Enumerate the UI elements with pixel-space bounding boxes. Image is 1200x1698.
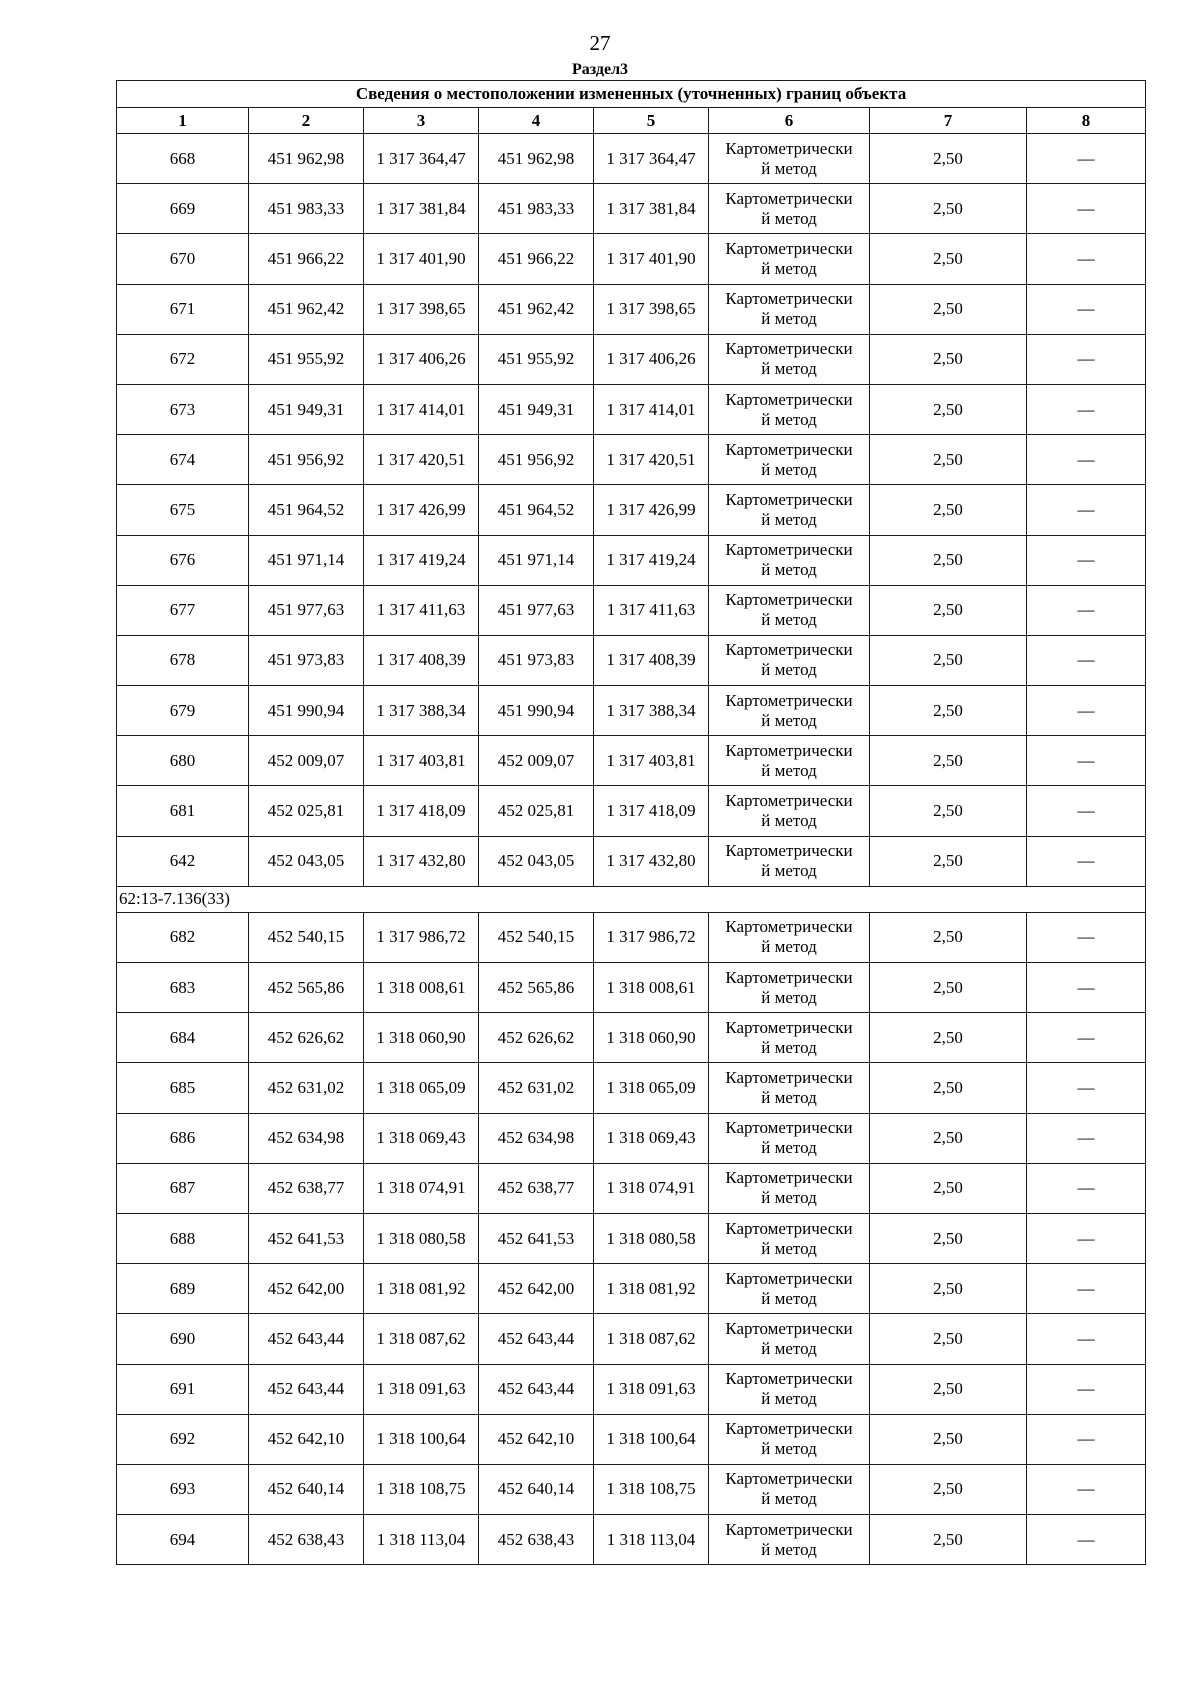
point-number-cell: 693 xyxy=(117,1464,249,1514)
accuracy-cell: 2,50 xyxy=(870,635,1027,685)
accuracy-cell: 2,50 xyxy=(870,184,1027,234)
table-row xyxy=(117,284,1146,334)
cadastral-group-label: 62:13-7.136(33) xyxy=(117,886,1146,912)
point-number-cell: 690 xyxy=(117,1314,249,1364)
y-refined-cell: 1 318 065,09 xyxy=(594,1063,709,1113)
y-existing-cell: 1 317 414,01 xyxy=(364,384,479,434)
table-row xyxy=(117,912,1146,962)
y-refined-cell: 1 318 081,92 xyxy=(594,1264,709,1314)
x-refined-cell: 451 983,33 xyxy=(479,184,594,234)
y-refined-cell: 1 318 091,63 xyxy=(594,1364,709,1414)
x-existing-cell: 452 634,98 xyxy=(249,1113,364,1163)
table-row xyxy=(117,1264,1146,1314)
accuracy-cell: 2,50 xyxy=(870,1113,1027,1163)
note-cell: — xyxy=(1027,1113,1146,1163)
column-number: 4 xyxy=(479,108,594,134)
x-refined-cell: 451 955,92 xyxy=(479,334,594,384)
group-separator xyxy=(117,886,1146,912)
accuracy-cell: 2,50 xyxy=(870,284,1027,334)
column-number-row xyxy=(117,108,1146,134)
method-cell: Картометрически й метод xyxy=(709,184,870,234)
x-refined-cell: 452 565,86 xyxy=(479,963,594,1013)
note-cell: — xyxy=(1027,635,1146,685)
x-refined-cell: 451 966,22 xyxy=(479,234,594,284)
point-number-cell: 672 xyxy=(117,334,249,384)
point-number-cell: 683 xyxy=(117,963,249,1013)
accuracy-cell: 2,50 xyxy=(870,134,1027,184)
table-row xyxy=(117,1464,1146,1514)
y-existing-cell: 1 317 401,90 xyxy=(364,234,479,284)
x-existing-cell: 452 638,43 xyxy=(249,1515,364,1565)
table-row xyxy=(117,786,1146,836)
x-refined-cell: 451 962,98 xyxy=(479,134,594,184)
note-cell: — xyxy=(1027,786,1146,836)
point-number-cell: 642 xyxy=(117,836,249,886)
y-refined-cell: 1 318 113,04 xyxy=(594,1515,709,1565)
y-existing-cell: 1 317 418,09 xyxy=(364,786,479,836)
y-existing-cell: 1 317 403,81 xyxy=(364,736,479,786)
accuracy-cell: 2,50 xyxy=(870,485,1027,535)
x-refined-cell: 452 642,00 xyxy=(479,1264,594,1314)
method-cell: Картометрически й метод xyxy=(709,384,870,434)
accuracy-cell: 2,50 xyxy=(870,1414,1027,1464)
y-existing-cell: 1 318 060,90 xyxy=(364,1013,479,1063)
y-refined-cell: 1 318 060,90 xyxy=(594,1013,709,1063)
method-cell: Картометрически й метод xyxy=(709,1113,870,1163)
point-number-cell: 685 xyxy=(117,1063,249,1113)
note-cell: — xyxy=(1027,485,1146,535)
y-refined-cell: 1 318 080,58 xyxy=(594,1213,709,1263)
accuracy-cell: 2,50 xyxy=(870,1264,1027,1314)
table-row xyxy=(117,1063,1146,1113)
method-cell: Картометрически й метод xyxy=(709,1314,870,1364)
point-number-cell: 679 xyxy=(117,686,249,736)
y-refined-cell: 1 317 364,47 xyxy=(594,134,709,184)
column-number: 7 xyxy=(870,108,1027,134)
y-refined-cell: 1 317 418,09 xyxy=(594,786,709,836)
y-existing-cell: 1 318 100,64 xyxy=(364,1414,479,1464)
note-cell: — xyxy=(1027,435,1146,485)
accuracy-cell: 2,50 xyxy=(870,435,1027,485)
method-cell: Картометрически й метод xyxy=(709,635,870,685)
x-refined-cell: 452 640,14 xyxy=(479,1464,594,1514)
accuracy-cell: 2,50 xyxy=(870,912,1027,962)
y-refined-cell: 1 318 008,61 xyxy=(594,963,709,1013)
x-existing-cell: 452 642,00 xyxy=(249,1264,364,1314)
note-cell: — xyxy=(1027,1013,1146,1063)
point-number-cell: 684 xyxy=(117,1013,249,1063)
accuracy-cell: 2,50 xyxy=(870,1063,1027,1113)
table-caption-row xyxy=(117,81,1146,108)
y-existing-cell: 1 317 408,39 xyxy=(364,635,479,685)
method-cell: Картометрически й метод xyxy=(709,1515,870,1565)
y-existing-cell: 1 317 388,34 xyxy=(364,686,479,736)
column-number: 6 xyxy=(709,108,870,134)
x-refined-cell: 452 631,02 xyxy=(479,1063,594,1113)
accuracy-cell: 2,50 xyxy=(870,1515,1027,1565)
y-refined-cell: 1 318 069,43 xyxy=(594,1113,709,1163)
point-number-cell: 675 xyxy=(117,485,249,535)
note-cell: — xyxy=(1027,1264,1146,1314)
point-number-cell: 692 xyxy=(117,1414,249,1464)
table-caption: Сведения о местоположении измененных (уточненных) границ объекта xyxy=(117,81,1146,108)
y-existing-cell: 1 318 074,91 xyxy=(364,1163,479,1213)
note-cell: — xyxy=(1027,284,1146,334)
accuracy-cell: 2,50 xyxy=(870,1213,1027,1263)
x-existing-cell: 452 643,44 xyxy=(249,1364,364,1414)
table-row xyxy=(117,963,1146,1013)
table-row xyxy=(117,1213,1146,1263)
point-number-cell: 680 xyxy=(117,736,249,786)
note-cell: — xyxy=(1027,1364,1146,1414)
accuracy-cell: 2,50 xyxy=(870,535,1027,585)
table-row xyxy=(117,1414,1146,1464)
note-cell: — xyxy=(1027,334,1146,384)
note-cell: — xyxy=(1027,836,1146,886)
x-refined-cell: 451 971,14 xyxy=(479,535,594,585)
x-existing-cell: 451 971,14 xyxy=(249,535,364,585)
x-existing-cell: 452 009,07 xyxy=(249,736,364,786)
y-existing-cell: 1 318 080,58 xyxy=(364,1213,479,1263)
point-number-cell: 674 xyxy=(117,435,249,485)
page-number: 27 xyxy=(589,31,611,55)
y-existing-cell: 1 317 432,80 xyxy=(364,836,479,886)
accuracy-cell: 2,50 xyxy=(870,1364,1027,1414)
method-cell: Картометрически й метод xyxy=(709,234,870,284)
note-cell: — xyxy=(1027,963,1146,1013)
accuracy-cell: 2,50 xyxy=(870,686,1027,736)
note-cell: — xyxy=(1027,686,1146,736)
table-row xyxy=(117,1113,1146,1163)
x-existing-cell: 452 638,77 xyxy=(249,1163,364,1213)
x-existing-cell: 452 540,15 xyxy=(249,912,364,962)
y-existing-cell: 1 318 065,09 xyxy=(364,1063,479,1113)
x-refined-cell: 452 025,81 xyxy=(479,786,594,836)
y-existing-cell: 1 317 381,84 xyxy=(364,184,479,234)
method-cell: Картометрически й метод xyxy=(709,1063,870,1113)
note-cell: — xyxy=(1027,1163,1146,1213)
column-number: 8 xyxy=(1027,108,1146,134)
method-cell: Картометрически й метод xyxy=(709,912,870,962)
boundary-coordinates-table xyxy=(116,80,1146,1565)
table-row xyxy=(117,686,1146,736)
method-cell: Картометрически й метод xyxy=(709,585,870,635)
note-cell: — xyxy=(1027,1063,1146,1113)
table-row xyxy=(117,635,1146,685)
point-number-cell: 688 xyxy=(117,1213,249,1263)
method-cell: Картометрически й метод xyxy=(709,1364,870,1414)
method-cell: Картометрически й метод xyxy=(709,836,870,886)
note-cell: — xyxy=(1027,736,1146,786)
x-refined-cell: 452 634,98 xyxy=(479,1113,594,1163)
x-existing-cell: 451 977,63 xyxy=(249,585,364,635)
table-row xyxy=(117,836,1146,886)
x-existing-cell: 451 990,94 xyxy=(249,686,364,736)
table-row xyxy=(117,1314,1146,1364)
x-refined-cell: 451 977,63 xyxy=(479,585,594,635)
y-refined-cell: 1 317 408,39 xyxy=(594,635,709,685)
y-refined-cell: 1 317 411,63 xyxy=(594,585,709,635)
point-number-cell: 682 xyxy=(117,912,249,962)
method-cell: Картометрически й метод xyxy=(709,134,870,184)
table-row xyxy=(117,736,1146,786)
x-refined-cell: 451 962,42 xyxy=(479,284,594,334)
y-refined-cell: 1 317 403,81 xyxy=(594,736,709,786)
method-cell: Картометрически й метод xyxy=(709,1213,870,1263)
y-refined-cell: 1 317 420,51 xyxy=(594,435,709,485)
accuracy-cell: 2,50 xyxy=(870,234,1027,284)
point-number-cell: 691 xyxy=(117,1364,249,1414)
note-cell: — xyxy=(1027,384,1146,434)
table-row xyxy=(117,485,1146,535)
method-cell: Картометрически й метод xyxy=(709,736,870,786)
y-refined-cell: 1 318 108,75 xyxy=(594,1464,709,1514)
accuracy-cell: 2,50 xyxy=(870,1163,1027,1213)
table-row xyxy=(117,1364,1146,1414)
method-cell: Картометрически й метод xyxy=(709,435,870,485)
table-row xyxy=(117,1163,1146,1213)
y-existing-cell: 1 317 398,65 xyxy=(364,284,479,334)
note-cell: — xyxy=(1027,1213,1146,1263)
point-number-cell: 669 xyxy=(117,184,249,234)
x-existing-cell: 452 025,81 xyxy=(249,786,364,836)
x-existing-cell: 452 626,62 xyxy=(249,1013,364,1063)
column-number: 2 xyxy=(249,108,364,134)
table-row xyxy=(117,435,1146,485)
method-cell: Картометрически й метод xyxy=(709,1013,870,1063)
method-cell: Картометрически й метод xyxy=(709,334,870,384)
accuracy-cell: 2,50 xyxy=(870,963,1027,1013)
section-title: Раздел3 xyxy=(571,61,629,78)
group-label-row xyxy=(117,886,1146,912)
accuracy-cell: 2,50 xyxy=(870,836,1027,886)
x-refined-cell: 452 638,43 xyxy=(479,1515,594,1565)
method-cell: Картометрически й метод xyxy=(709,1414,870,1464)
x-existing-cell: 452 631,02 xyxy=(249,1063,364,1113)
x-existing-cell: 451 973,83 xyxy=(249,635,364,685)
y-refined-cell: 1 317 986,72 xyxy=(594,912,709,962)
y-refined-cell: 1 317 381,84 xyxy=(594,184,709,234)
x-refined-cell: 452 009,07 xyxy=(479,736,594,786)
point-number-cell: 681 xyxy=(117,786,249,836)
note-cell: — xyxy=(1027,134,1146,184)
column-number: 1 xyxy=(117,108,249,134)
x-refined-cell: 451 964,52 xyxy=(479,485,594,535)
column-number: 3 xyxy=(364,108,479,134)
x-refined-cell: 452 043,05 xyxy=(479,836,594,886)
point-number-cell: 668 xyxy=(117,134,249,184)
y-existing-cell: 1 317 986,72 xyxy=(364,912,479,962)
x-refined-cell: 452 642,10 xyxy=(479,1414,594,1464)
x-refined-cell: 452 638,77 xyxy=(479,1163,594,1213)
method-cell: Картометрически й метод xyxy=(709,1464,870,1514)
y-refined-cell: 1 317 388,34 xyxy=(594,686,709,736)
y-existing-cell: 1 317 411,63 xyxy=(364,585,479,635)
y-existing-cell: 1 318 113,04 xyxy=(364,1515,479,1565)
note-cell: — xyxy=(1027,234,1146,284)
method-cell: Картометрически й метод xyxy=(709,485,870,535)
table-row xyxy=(117,535,1146,585)
x-refined-cell: 452 643,44 xyxy=(479,1314,594,1364)
table-body-part2 xyxy=(117,912,1146,1564)
accuracy-cell: 2,50 xyxy=(870,736,1027,786)
y-refined-cell: 1 317 414,01 xyxy=(594,384,709,434)
x-existing-cell: 452 641,53 xyxy=(249,1213,364,1263)
x-existing-cell: 452 640,14 xyxy=(249,1464,364,1514)
y-existing-cell: 1 317 419,24 xyxy=(364,535,479,585)
note-cell: — xyxy=(1027,1464,1146,1514)
note-cell: — xyxy=(1027,184,1146,234)
x-existing-cell: 451 962,98 xyxy=(249,134,364,184)
accuracy-cell: 2,50 xyxy=(870,1464,1027,1514)
table-row xyxy=(117,334,1146,384)
x-refined-cell: 452 626,62 xyxy=(479,1013,594,1063)
table-body-part1 xyxy=(117,134,1146,887)
x-existing-cell: 452 643,44 xyxy=(249,1314,364,1364)
point-number-cell: 676 xyxy=(117,535,249,585)
point-number-cell: 677 xyxy=(117,585,249,635)
accuracy-cell: 2,50 xyxy=(870,1314,1027,1364)
accuracy-cell: 2,50 xyxy=(870,384,1027,434)
y-refined-cell: 1 317 432,80 xyxy=(594,836,709,886)
y-existing-cell: 1 318 081,92 xyxy=(364,1264,479,1314)
note-cell: — xyxy=(1027,912,1146,962)
x-refined-cell: 451 956,92 xyxy=(479,435,594,485)
y-existing-cell: 1 317 364,47 xyxy=(364,134,479,184)
method-cell: Картометрически й метод xyxy=(709,686,870,736)
point-number-cell: 678 xyxy=(117,635,249,685)
y-existing-cell: 1 318 069,43 xyxy=(364,1113,479,1163)
method-cell: Картометрически й метод xyxy=(709,284,870,334)
table-row xyxy=(117,184,1146,234)
x-existing-cell: 452 642,10 xyxy=(249,1414,364,1464)
y-refined-cell: 1 317 419,24 xyxy=(594,535,709,585)
note-cell: — xyxy=(1027,1314,1146,1364)
point-number-cell: 671 xyxy=(117,284,249,334)
x-existing-cell: 451 955,92 xyxy=(249,334,364,384)
y-refined-cell: 1 317 401,90 xyxy=(594,234,709,284)
y-existing-cell: 1 317 406,26 xyxy=(364,334,479,384)
method-cell: Картометрически й метод xyxy=(709,963,870,1013)
method-cell: Картометрически й метод xyxy=(709,1264,870,1314)
point-number-cell: 687 xyxy=(117,1163,249,1213)
y-existing-cell: 1 318 008,61 xyxy=(364,963,479,1013)
note-cell: — xyxy=(1027,535,1146,585)
y-refined-cell: 1 318 074,91 xyxy=(594,1163,709,1213)
x-existing-cell: 451 949,31 xyxy=(249,384,364,434)
table-row xyxy=(117,585,1146,635)
y-refined-cell: 1 317 406,26 xyxy=(594,334,709,384)
x-existing-cell: 451 966,22 xyxy=(249,234,364,284)
accuracy-cell: 2,50 xyxy=(870,1013,1027,1063)
point-number-cell: 689 xyxy=(117,1264,249,1314)
table-row xyxy=(117,1013,1146,1063)
table-row xyxy=(117,1515,1146,1565)
x-existing-cell: 451 983,33 xyxy=(249,184,364,234)
x-refined-cell: 451 973,83 xyxy=(479,635,594,685)
x-existing-cell: 452 565,86 xyxy=(249,963,364,1013)
x-existing-cell: 451 962,42 xyxy=(249,284,364,334)
x-refined-cell: 451 949,31 xyxy=(479,384,594,434)
accuracy-cell: 2,50 xyxy=(870,786,1027,836)
x-existing-cell: 451 964,52 xyxy=(249,485,364,535)
accuracy-cell: 2,50 xyxy=(870,334,1027,384)
note-cell: — xyxy=(1027,585,1146,635)
x-refined-cell: 452 643,44 xyxy=(479,1364,594,1414)
point-number-cell: 694 xyxy=(117,1515,249,1565)
x-refined-cell: 451 990,94 xyxy=(479,686,594,736)
y-existing-cell: 1 318 091,63 xyxy=(364,1364,479,1414)
column-number: 5 xyxy=(594,108,709,134)
method-cell: Картометрически й метод xyxy=(709,786,870,836)
point-number-cell: 673 xyxy=(117,384,249,434)
method-cell: Картометрически й метод xyxy=(709,535,870,585)
point-number-cell: 686 xyxy=(117,1113,249,1163)
y-existing-cell: 1 317 420,51 xyxy=(364,435,479,485)
point-number-cell: 670 xyxy=(117,234,249,284)
note-cell: — xyxy=(1027,1515,1146,1565)
table-row xyxy=(117,234,1146,284)
y-existing-cell: 1 317 426,99 xyxy=(364,485,479,535)
x-refined-cell: 452 641,53 xyxy=(479,1213,594,1263)
method-cell: Картометрически й метод xyxy=(709,1163,870,1213)
accuracy-cell: 2,50 xyxy=(870,585,1027,635)
x-existing-cell: 452 043,05 xyxy=(249,836,364,886)
y-refined-cell: 1 317 398,65 xyxy=(594,284,709,334)
y-refined-cell: 1 318 100,64 xyxy=(594,1414,709,1464)
x-existing-cell: 451 956,92 xyxy=(249,435,364,485)
y-refined-cell: 1 317 426,99 xyxy=(594,485,709,535)
y-existing-cell: 1 318 087,62 xyxy=(364,1314,479,1364)
y-refined-cell: 1 318 087,62 xyxy=(594,1314,709,1364)
y-existing-cell: 1 318 108,75 xyxy=(364,1464,479,1514)
table-row xyxy=(117,384,1146,434)
x-refined-cell: 452 540,15 xyxy=(479,912,594,962)
note-cell: — xyxy=(1027,1414,1146,1464)
table-row xyxy=(117,134,1146,184)
